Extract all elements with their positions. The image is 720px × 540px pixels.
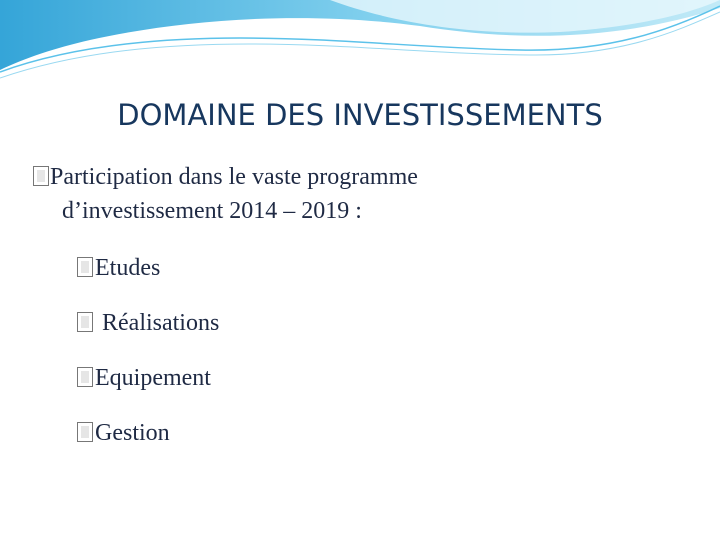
sub-bullet-label: Réalisations: [102, 310, 220, 336]
slide-title: DOMAINE DES INVESTISSEMENTS: [117, 98, 603, 132]
sub-bullet-gestion: [77, 420, 170, 447]
sub-bullet-label: Etudes: [95, 255, 161, 281]
sub-bullet-etudes: [77, 255, 160, 282]
main-bullet-line1: Participation dans le vaste programme: [50, 164, 418, 190]
sub-bullet-label: Gestion: [95, 420, 170, 446]
sub-bullet-realisations: [77, 310, 219, 337]
main-bullet-line2: d’investissement 2014 – 2019 :: [62, 198, 362, 224]
missing-glyph-icon: [77, 312, 93, 332]
missing-glyph-icon: [77, 367, 93, 387]
missing-glyph-icon: [33, 166, 49, 186]
missing-glyph-icon: [77, 257, 93, 277]
sub-bullet-label: Equipement: [95, 365, 211, 391]
main-bullet: [33, 160, 673, 228]
sub-bullet-equipement: [77, 365, 211, 392]
missing-glyph-icon: [77, 422, 93, 442]
header-wave-decoration: [0, 0, 720, 90]
